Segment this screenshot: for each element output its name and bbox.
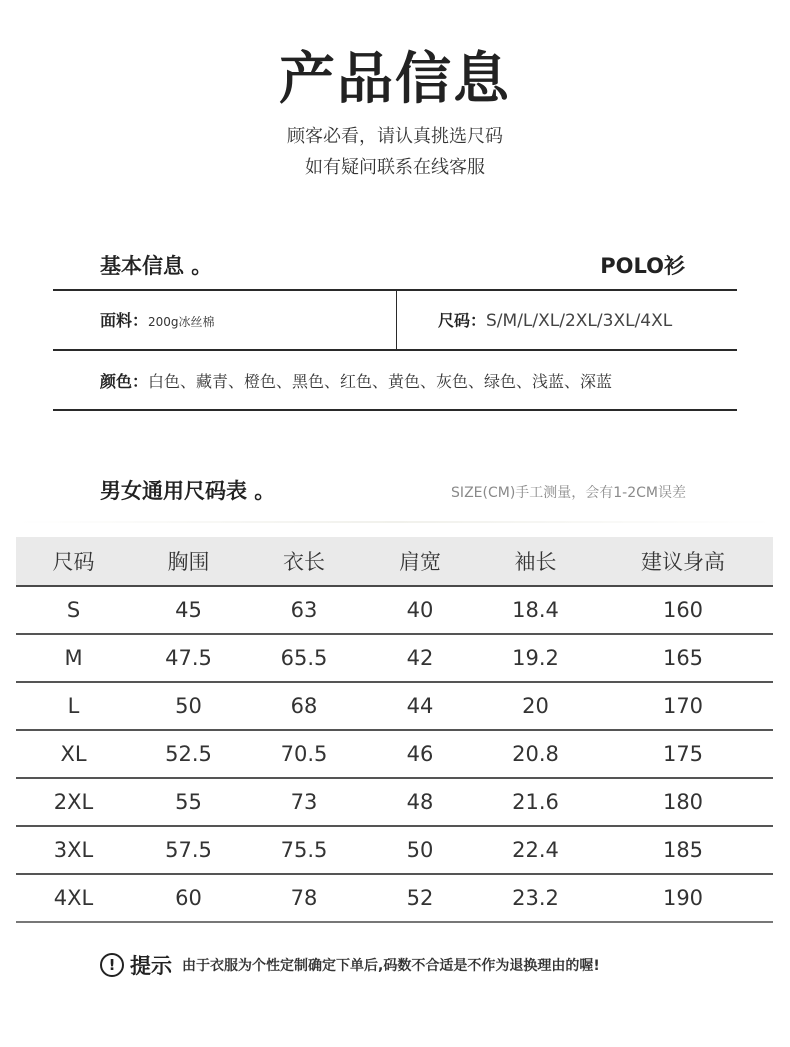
table-row [16,826,773,874]
table-cell: 73 [246,778,362,826]
size-value: S/M/L/XL/2XL/3XL/4XL [486,311,673,331]
notice-bar [100,950,600,980]
column-header: 肩宽 [362,537,478,586]
table-cell: 170 [593,682,773,730]
table-row [16,586,773,634]
table-cell: 20.8 [478,730,593,778]
subtitle-line-2: 如有疑问联系在线客服 [305,157,485,178]
table-row [16,730,773,778]
fabric-info [100,309,215,334]
table-cell: L [16,682,131,730]
color-label: 颜色： [100,372,149,391]
faint-divider [16,521,774,523]
column-header: 衣长 [246,537,362,586]
product-type: POLO衫 [600,254,685,278]
column-header: 尺码 [16,537,131,586]
color-value: 白色、藏青、橙色、黑色、红色、黄色、灰色、绿色、浅蓝、深蓝 [148,372,613,391]
table-cell: 78 [246,874,362,922]
table-cell: 44 [362,682,478,730]
table-cell: 75.5 [246,826,362,874]
table-cell: 21.6 [478,778,593,826]
table-cell: 60 [131,874,246,922]
table-cell: 63 [246,586,362,634]
table-cell: 55 [131,778,246,826]
table-cell: 165 [593,634,773,682]
notice-label: 提示 [130,954,172,978]
size-table [16,537,773,923]
table-cell: 175 [593,730,773,778]
subtitle-line-1: 顾客必看，请认真挑选尺码 [287,126,503,147]
table-cell: 180 [593,778,773,826]
column-header: 袖长 [478,537,593,586]
table-row [16,634,773,682]
divider-middle [53,349,737,351]
size-chart-note: SIZE(CM)手工测量，会有1-2CM误差 [451,485,686,501]
basic-info-heading: 基本信息 。 [100,254,213,278]
table-cell: 52 [362,874,478,922]
table-header-row [16,537,773,586]
table-cell: 52.5 [131,730,246,778]
table-cell: 40 [362,586,478,634]
color-info [100,370,612,394]
table-cell: S [16,586,131,634]
table-cell: 68 [246,682,362,730]
table-row [16,874,773,922]
table-cell: 185 [593,826,773,874]
notice-text: 由于衣服为个性定制确定下单后,码数不合适是不作为退换理由的喔! [182,958,600,974]
table-cell: 50 [131,682,246,730]
table-cell: 19.2 [478,634,593,682]
table-cell: 190 [593,874,773,922]
table-cell: 3XL [16,826,131,874]
table-cell: 22.4 [478,826,593,874]
size-info [438,309,672,333]
table-cell: 42 [362,634,478,682]
table-cell: 47.5 [131,634,246,682]
table-cell: 160 [593,586,773,634]
fabric-value: 200g冰丝棉 [148,315,215,329]
fabric-label: 面料： [100,311,149,330]
divider-vertical [396,291,397,349]
table-row [16,778,773,826]
page-title: 产品信息 [279,47,511,112]
table-cell: 45 [131,586,246,634]
exclamation-circle-icon: ! [100,953,124,977]
table-cell: 48 [362,778,478,826]
table-cell: 18.4 [478,586,593,634]
size-chart-heading: 男女通用尺码表 。 [100,479,276,503]
column-header: 胸围 [131,537,246,586]
table-cell: 23.2 [478,874,593,922]
table-row [16,682,773,730]
table-cell: 46 [362,730,478,778]
table-cell: M [16,634,131,682]
table-cell: 2XL [16,778,131,826]
divider-bottom [53,409,737,411]
table-cell: 4XL [16,874,131,922]
table-cell: XL [16,730,131,778]
table-cell: 70.5 [246,730,362,778]
divider-top [53,289,737,291]
size-label: 尺码： [438,311,487,330]
table-cell: 65.5 [246,634,362,682]
table-cell: 57.5 [131,826,246,874]
table-cell: 50 [362,826,478,874]
column-header: 建议身高 [593,537,773,586]
table-cell: 20 [478,682,593,730]
